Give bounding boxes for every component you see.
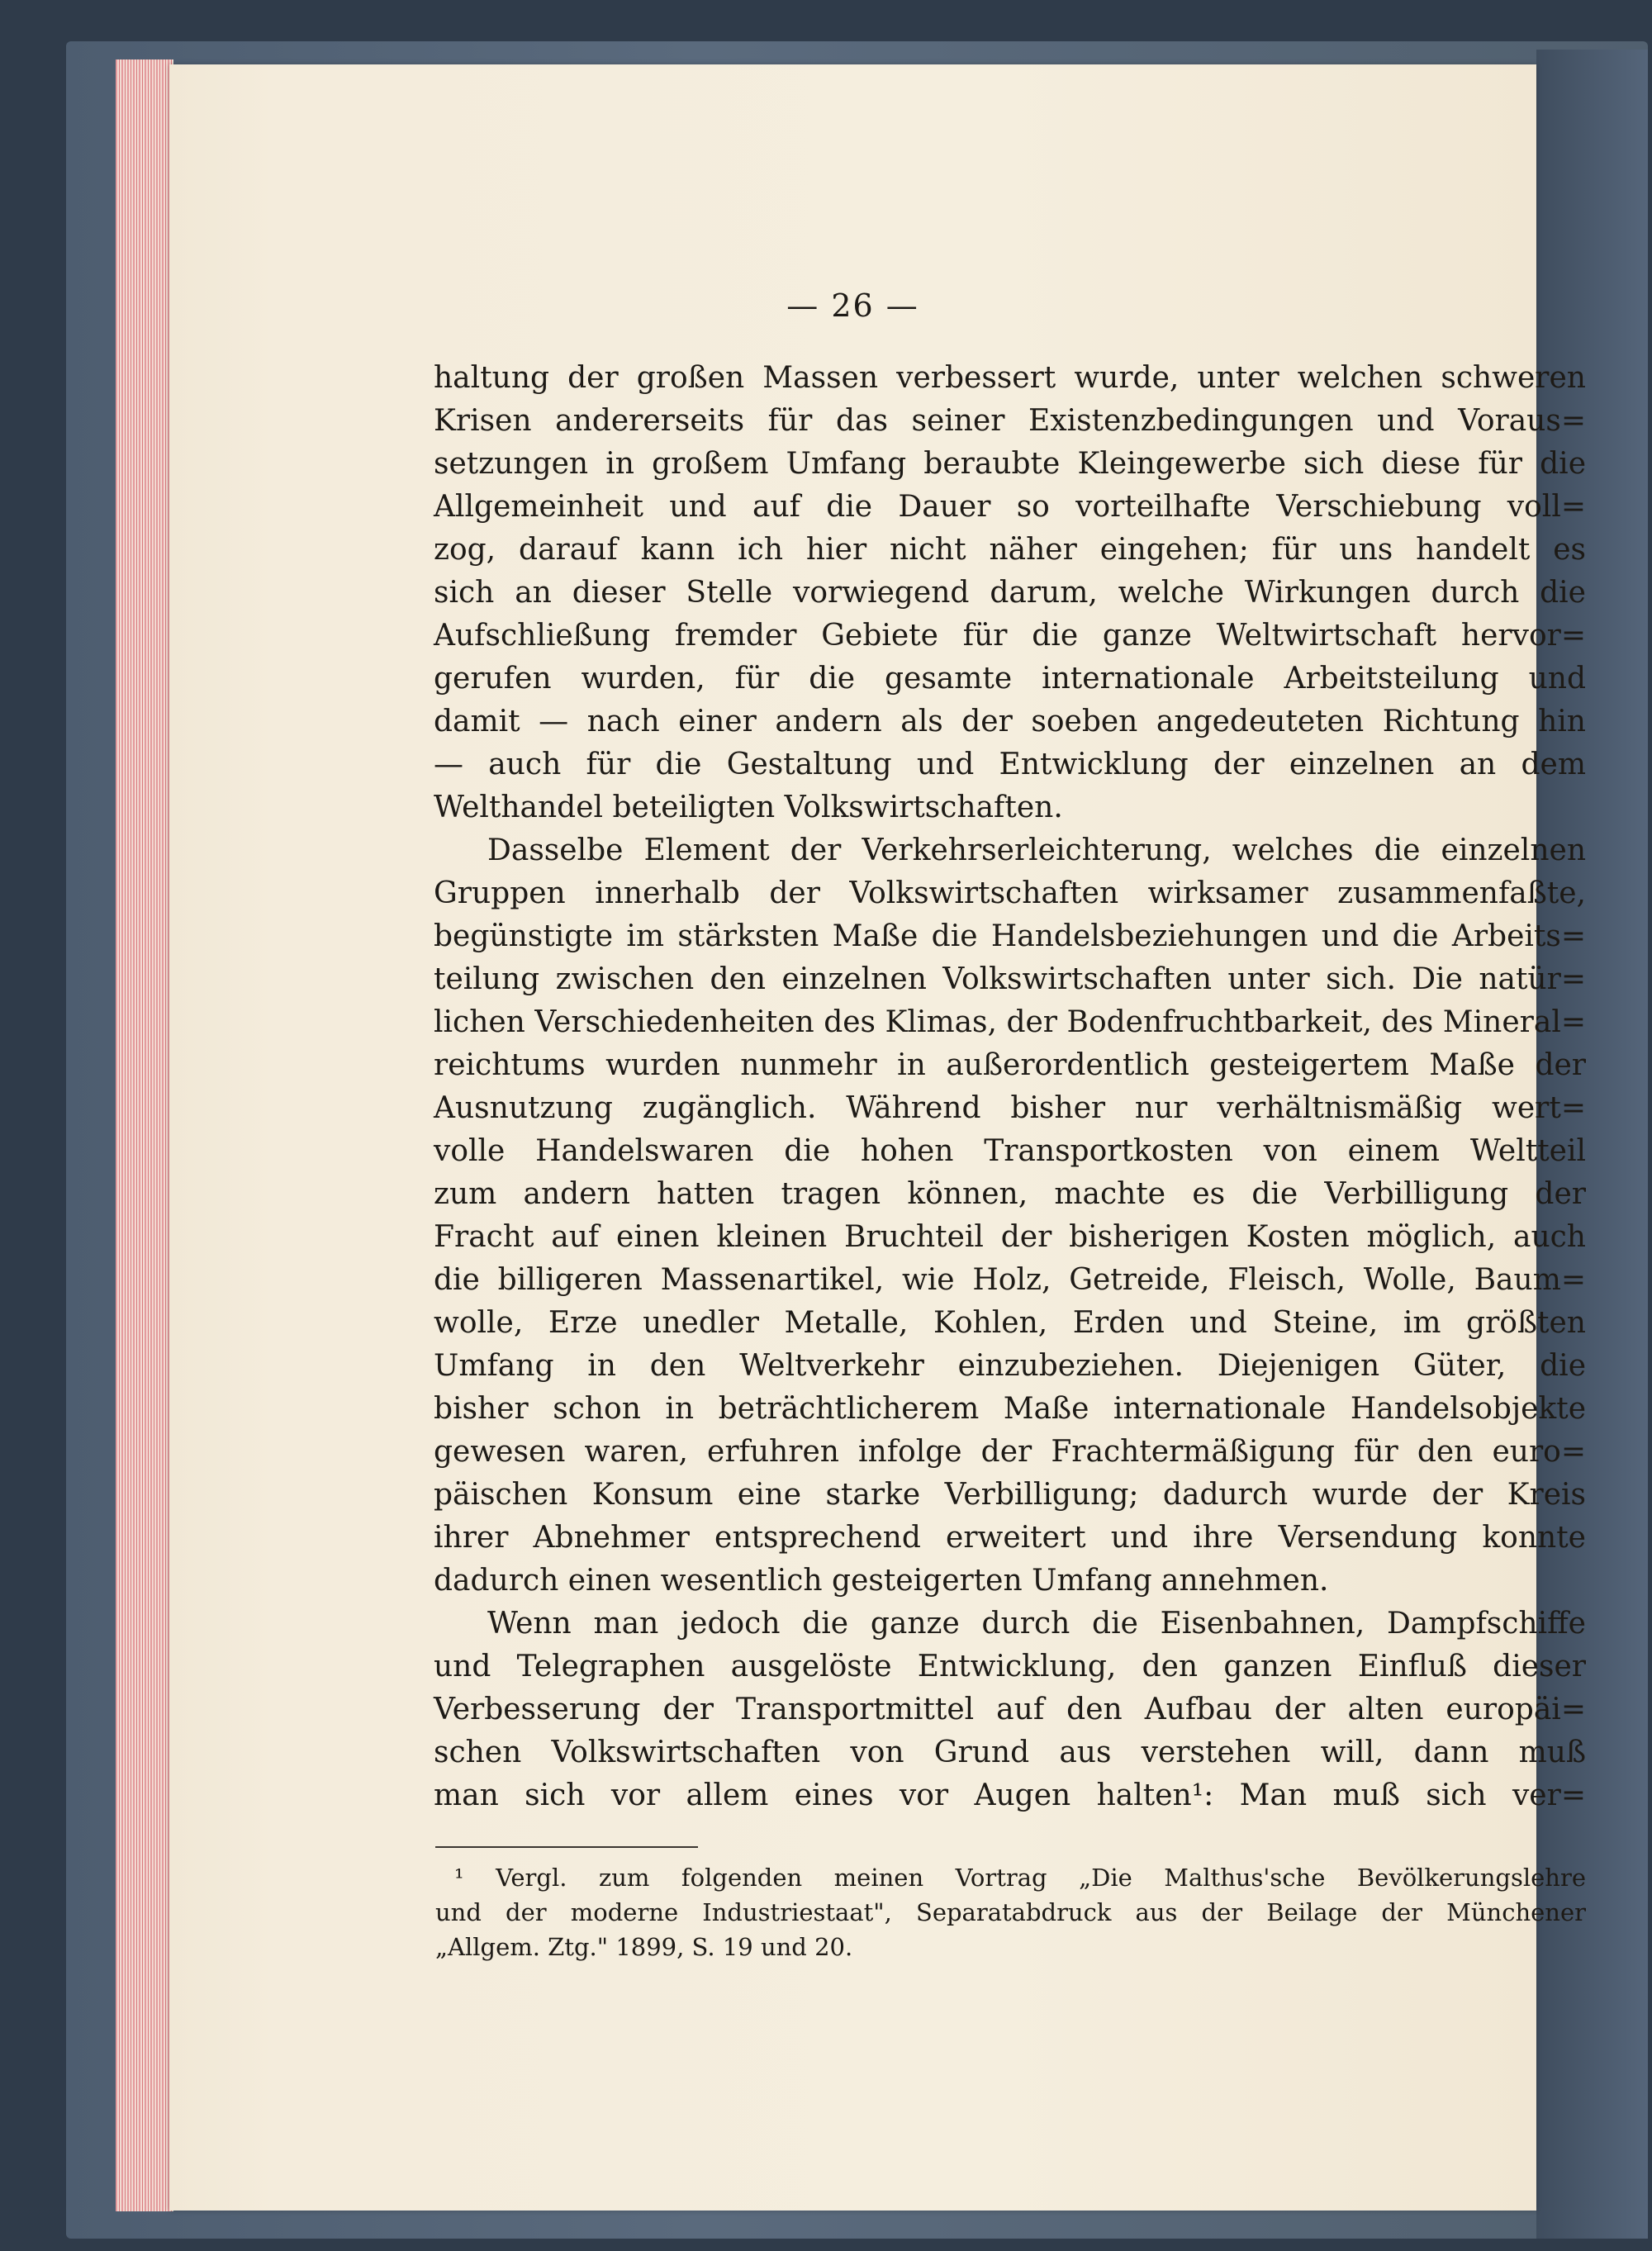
- text-line: Aufschließung fremder Gebiete für die ganze Weltwirtschaft hervor=: [434, 619, 1586, 653]
- page-block-edges: [116, 59, 173, 2211]
- text-line: ihrer Abnehmer entsprechend erweitert und ihre Versendung konnte: [434, 1521, 1586, 1555]
- text-line: zum andern hatten tragen können, machte es die Verbilligung der: [434, 1177, 1586, 1211]
- text-line: päischen Konsum eine starke Verbilligung; dadurch wurde der Kreis: [434, 1478, 1586, 1512]
- text-line: begünstigte im stärksten Maße die Handelsbeziehungen und die Arbeits=: [434, 919, 1586, 953]
- text-line: Fracht auf einen kleinen Bruchteil der bisherigen Kosten möglich, auch: [434, 1220, 1586, 1254]
- footnote-line: und der moderne Industriestaat", Separatabdruck aus der Beilage der Münchener: [435, 1898, 1586, 1926]
- text-line: Verbesserung der Transportmittel auf den Aufbau der alten europäi=: [434, 1693, 1586, 1726]
- text-line: volle Handelswaren die hohen Transportkosten von einem Weltteil: [434, 1134, 1586, 1168]
- book-page: [169, 64, 1586, 2211]
- text-line: Ausnutzung zugänglich. Während bisher nur verhältnismäßig wert=: [434, 1091, 1586, 1125]
- footnote-rule: [435, 1846, 698, 1848]
- text-line: Krisen andererseits für das seiner Existenzbedingungen und Voraus=: [434, 404, 1586, 438]
- paragraph-start: Dasselbe Element der Verkehrserleichterung, welches die einzelnen: [487, 833, 1586, 867]
- text-line: dadurch einen wesentlich gesteigerten Umfang annehmen.: [434, 1564, 1329, 1598]
- text-line: teilung zwischen den einzelnen Volkswirtschaften unter sich. Die natür=: [434, 962, 1586, 996]
- text-line: gerufen wurden, für die gesamte internationale Arbeitsteilung und: [434, 662, 1586, 696]
- page-number: — 26 —: [786, 287, 919, 324]
- text-line: — auch für die Gestaltung und Entwicklung der einzelnen an dem: [434, 748, 1586, 781]
- text-line: gewesen waren, erfuhren infolge der Frachtermäßigung für den euro=: [434, 1435, 1586, 1469]
- text-line: man sich vor allem eines vor Augen halten¹: Man muß sich ver=: [434, 1778, 1586, 1812]
- text-line: damit — nach einer andern als der soeben angedeuteten Richtung hin: [434, 705, 1586, 738]
- text-line: wolle, Erze unedler Metalle, Kohlen, Erden und Steine, im größten: [434, 1306, 1586, 1340]
- text-line: haltung der großen Massen verbessert wurde, unter welchen schweren: [434, 361, 1586, 395]
- text-line: lichen Verschiedenheiten des Klimas, der Bodenfruchtbarkeit, des Mineral=: [434, 1005, 1586, 1039]
- text-line: und Telegraphen ausgelöste Entwicklung, den ganzen Einfluß dieser: [434, 1650, 1586, 1684]
- paragraph-start: Wenn man jedoch die ganze durch die Eisenbahnen, Dampfschiffe: [487, 1607, 1586, 1641]
- text-line: sich an dieser Stelle vorwiegend darum, welche Wirkungen durch die: [434, 576, 1586, 610]
- text-line: setzungen in großem Umfang beraubte Kleingewerbe sich diese für die: [434, 447, 1586, 481]
- text-line: zog, darauf kann ich hier nicht näher eingehen; für uns handelt es: [434, 533, 1586, 567]
- text-line: Gruppen innerhalb der Volkswirtschaften wirksamer zusammenfaßte,: [434, 876, 1586, 910]
- text-line: Umfang in den Weltverkehr einzubeziehen. Diejenigen Güter, die: [434, 1349, 1586, 1383]
- text-line: reichtums wurden nunmehr in außerordentlich gesteigertem Maße der: [434, 1048, 1586, 1082]
- text-line: bisher schon in beträchtlicherem Maße internationale Handelsobjekte: [434, 1392, 1586, 1426]
- footnote-line: „Allgem. Ztg." 1899, S. 19 und 20.: [435, 1933, 853, 1961]
- text-line: die billigeren Massenartikel, wie Holz, Getreide, Fleisch, Wolle, Baum=: [434, 1263, 1586, 1297]
- text-line: schen Volkswirtschaften von Grund aus verstehen will, dann muß: [434, 1736, 1586, 1769]
- text-line: Welthandel beteiligten Volkswirtschaften.: [434, 791, 1063, 824]
- footnote-line: ¹ Vergl. zum folgenden meinen Vortrag „Die Malthus'sche Bevölkerungslehre: [454, 1864, 1586, 1892]
- text-line: Allgemeinheit und auf die Dauer so vorteilhafte Verschiebung voll=: [434, 490, 1586, 524]
